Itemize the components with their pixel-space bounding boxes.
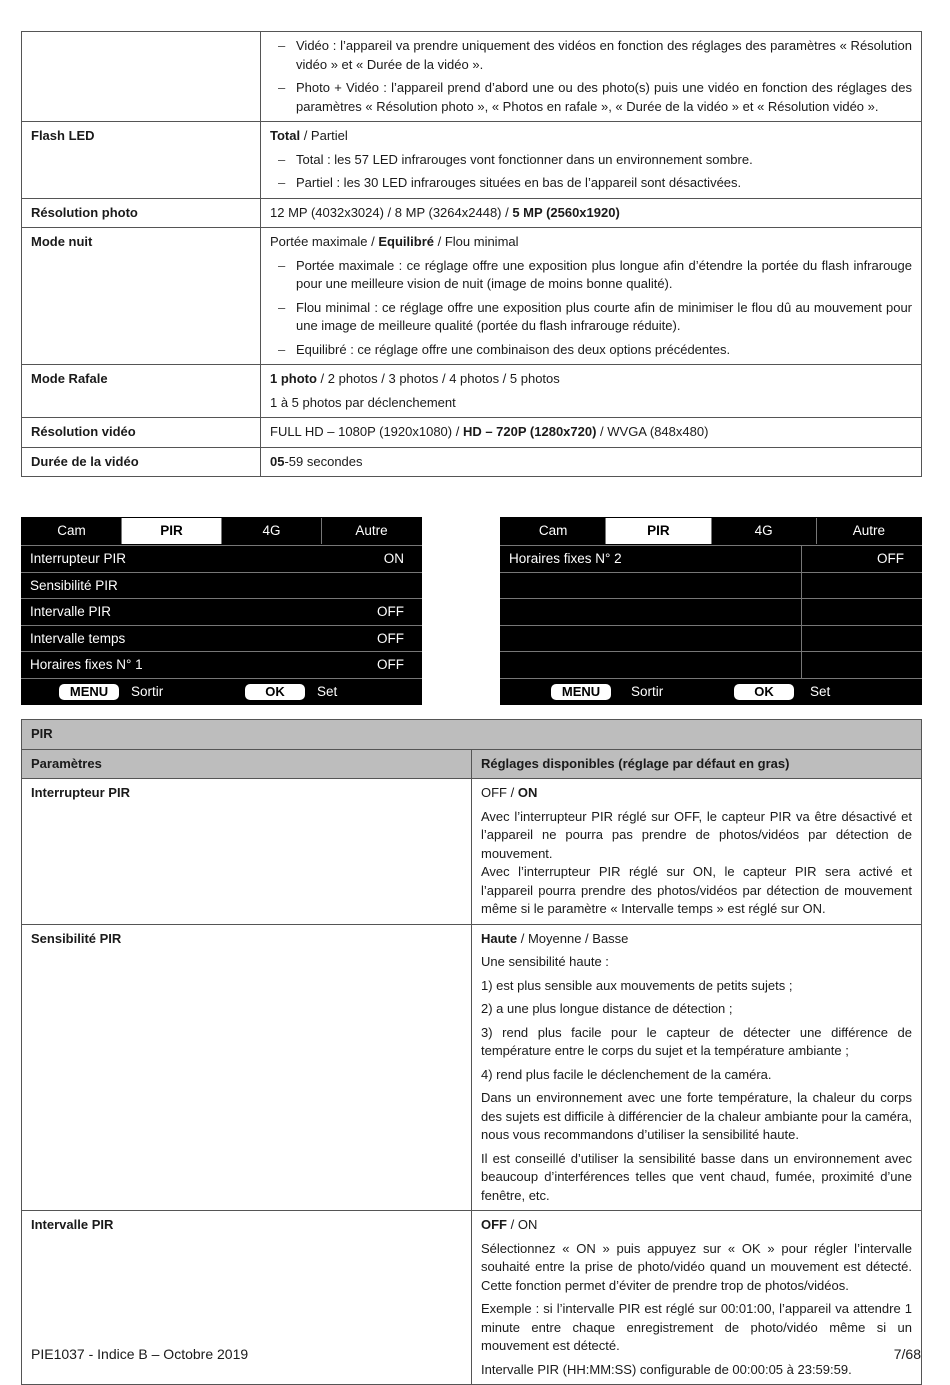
menu-item-empty [500,651,922,678]
list-item: – Photo + Vidéo : l’appareil prend d’abord une ou des photo(s) puis une vidéo en fonction des réglages des paramètres « Résolution photo », « Photos en rafale », « Durée de la vidéo » et « Résolution vidéo ». [278,80,912,114]
value-cell: Haute / Moyenne / Basse Une sensibilité haute : 1) est plus sensible aux mouvements de petits sujets ; 2) a une plus longue distance de détection ; 3) rend plus facile pour le capteur de détecter une différence de température entre le corps du sujet et la température ambiante ; 4) rend plus facile le déclenchement de la caméra. Dans un environnement avec une forte température, la chaleur du corps des sujets est difficile à différencier de la chaleur ambiante pour la caméra, nous vous recommandons d’utiliser la sensibilité haute. Il est conseillé d’utiliser la sensibilité basse dans un environnement avec beaucoup d’interférences telles que vent chaud, fumée, proximité d’une fenêtre, etc. [472,924,922,1211]
menu-item-intervalle-pir[interactable]: Intervalle PIR OFF [21,598,422,625]
menu-tabs [21,517,422,545]
tab-autre[interactable]: Autre [852,523,886,538]
menu-item-horaires-fixes-2[interactable]: Horaires fixes N° 2 OFF [500,545,922,572]
menu-item-empty [500,625,922,652]
value-cell: OFF / ON Sélectionnez « ON » puis appuyez sur « OK » pour régler l’intervalle souhaité entre la prise de photo/vidéo quand un mouvement est détecté. Cette fonction permet d’éviter de prendre trop de photos/vidéos. Exemple : si l’intervalle PIR est réglé sur 00:01:00, l’appareil va attendre 1 minute entre chaque enregistrement de photo/vidéo même si un mouvement est détecté. Intervalle PIR (HH:MM:SS) configurable de 00:00:05 à 23:59:59. [472,1211,922,1385]
page-number: 7/68 [893,1346,921,1362]
value-cell: Total / Partiel – Total : les 57 LED infrarouges vont fonctionner dans un environnement sombre. – Partiel : les 30 LED infrarouges situées en bas de l’appareil sont désactivées. [261,122,922,199]
value-cell: Portée maximale / Equilibré / Flou minimal – Portée maximale : ce réglage offre une exposition plus longue afin d’étendre la portée du flash infrarouge pour une meilleure vision de nuit (image de moins bonne qualité). – Flou minimal : ce réglage offre une exposition plus courte afin de minimiser le flou dû au mouvement pour une image de meilleure qualité (portée du flash infrarouge réduite). – Equilibré : ce réglage offre une combinaison des deux options précédentes. [261,228,922,365]
table-section-header [22,720,922,750]
tab-4g[interactable]: 4G [222,518,322,544]
menu-footer [500,678,922,705]
column-header-parametres: Paramètres [22,749,472,779]
param-label-rafale: Mode Rafale [22,365,261,418]
table-row [22,122,922,199]
param-label-sensibilite: Sensibilité PIR [22,924,472,1211]
table-header-row [22,749,922,779]
menu-footer [21,678,422,705]
table-row [22,365,922,418]
param-label-mode-nuit: Mode nuit [22,228,261,365]
ok-key-label: Set [317,683,338,699]
list-item: – Vidéo : l’appareil va prendre uniquement des vidéos en fonction des réglages des paramètres « Résolution vidéo » et « Durée de la vidéo ». [278,38,912,72]
settings-table-top [21,31,922,477]
param-cell-empty [22,32,261,122]
menu-key[interactable]: MENU [551,684,611,700]
tab-cam[interactable]: Cam [22,518,122,544]
value-cell: FULL HD – 1080P (1920x1080) / HD – 720P (1280x720) / WVGA (848x480) [261,418,922,448]
document-reference: PIE1037 - Indice B – Octobre 2019 [31,1346,249,1362]
menu-tabs [500,517,922,545]
menu-item-empty [500,572,922,599]
value-cell: 12 MP (4032x3024) / 8 MP (3264x2448) / 5 MP (2560x1920) [261,198,922,228]
list-item: – Flou minimal : ce réglage offre une exposition plus courte afin de minimiser le flou dû au mouvement pour une image de meilleure qualité (portée du flash infrarouge réduite). [278,299,912,333]
list-item: – Equilibré : ce réglage offre une combinaison des deux options précédentes. [278,341,731,357]
value-cell: 05-59 secondes [261,447,922,477]
param-label-flash: Flash LED [22,122,261,199]
table-row [22,228,922,365]
table-row [22,418,922,448]
menu-item-interrupteur-pir[interactable]: Interrupteur PIR ON [21,545,422,572]
ok-key[interactable]: OK [245,684,305,700]
param-label-interrupteur: Interrupteur PIR [22,779,472,925]
table-row [22,924,922,1211]
menu-item-sensibilite-pir[interactable]: Sensibilité PIR [21,572,422,599]
ok-key-label: Set [810,683,831,699]
tab-autre[interactable]: Autre [355,523,388,538]
section-title: PIR [22,720,922,750]
camera-menu-screen-left [21,517,422,705]
menu-key-label: Sortir [631,683,664,699]
value-cell: OFF / ON Avec l’interrupteur PIR réglé sur OFF, le capteur PIR va être désactivé et l’appareil ne pourra pas prendre de photos/vidéos par détection de mouvement. Avec l’interrupteur PIR réglé sur ON, le capteur PIR sera activé et l’appareil pourra prendre des photos/vidéos par détection de mouvement même si le paramètre « Intervalle temps » est réglé sur ON. [472,779,922,925]
param-label-res-photo: Résolution photo [22,198,261,228]
tab-4g[interactable]: 4G [712,518,817,544]
pir-settings-table [21,719,922,1385]
param-label-intervalle: Intervalle PIR [22,1211,472,1385]
ok-key[interactable]: OK [734,684,794,700]
menu-key-label: Sortir [131,683,164,699]
menu-item-intervalle-temps[interactable]: Intervalle temps OFF [21,625,422,652]
table-row [22,198,922,228]
table-row [22,779,922,925]
list-item: – Total : les 57 LED infrarouges vont fonctionner dans un environnement sombre. [278,151,753,167]
column-header-reglages: Réglages disponibles (réglage par défaut en gras) [472,749,922,779]
param-label-res-video: Résolution vidéo [22,418,261,448]
menu-item-horaires-fixes-1[interactable]: Horaires fixes N° 1 OFF [21,651,422,678]
camera-menu-screen-right [500,517,922,705]
menu-key[interactable]: MENU [59,684,119,700]
tab-pir[interactable]: PIR [122,518,222,544]
menu-item-empty [500,598,922,625]
tab-pir[interactable]: PIR [606,518,711,544]
table-row [22,32,922,122]
list-item: – Portée maximale : ce réglage offre une exposition plus longue afin d’étendre la portée du flash infrarouge pour une meilleure vision de nuit (image de moins bonne qualité). [278,257,912,291]
param-label-duree: Durée de la vidéo [22,447,261,477]
value-cell: 1 photo / 2 photos / 3 photos / 4 photos / 5 photos 1 à 5 photos par déclenchement [261,365,922,418]
value-cell [261,32,922,122]
tab-cam[interactable]: Cam [501,518,606,544]
list-item: – Partiel : les 30 LED infrarouges situées en bas de l’appareil sont désactivées. [278,175,742,190]
table-row [22,447,922,477]
